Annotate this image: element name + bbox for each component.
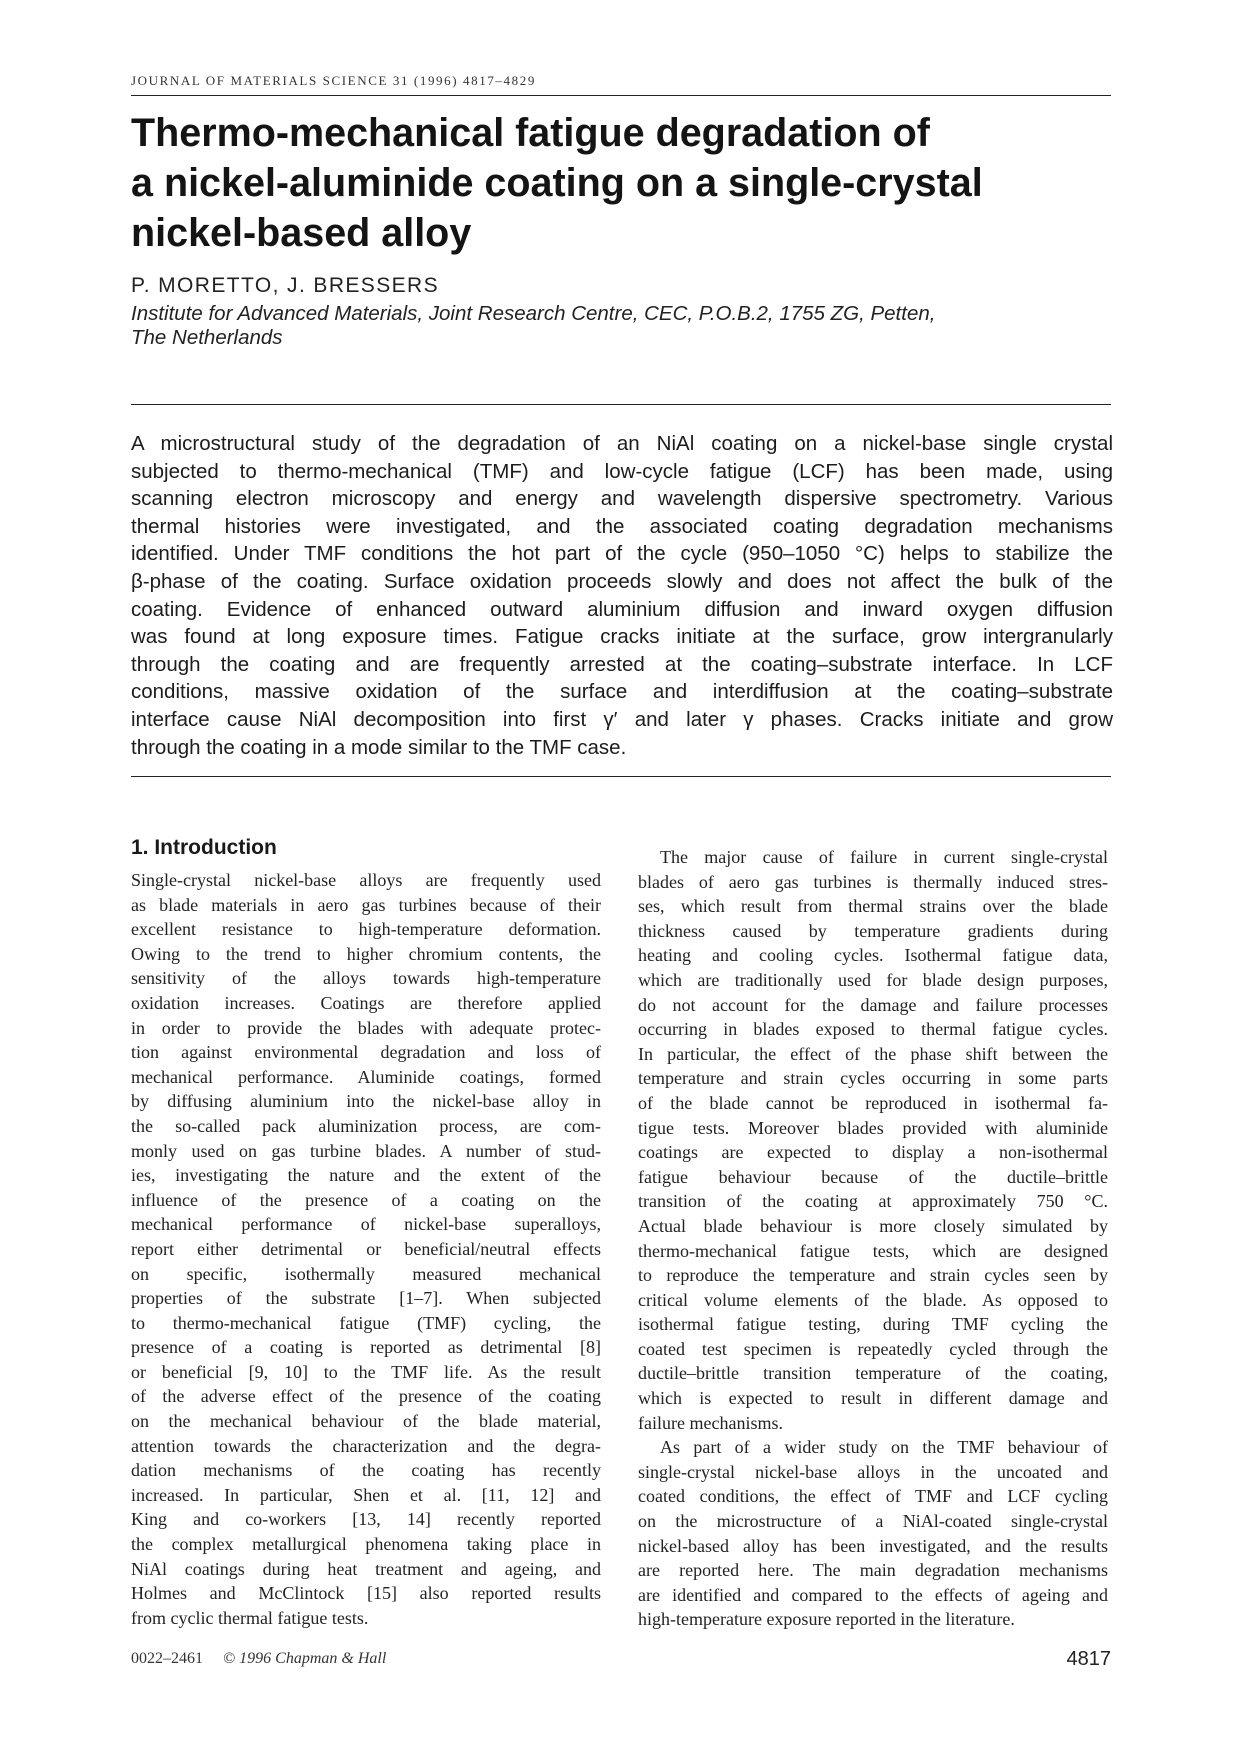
body-text-line: Actual blade behaviour is more closely simulated by (638, 1215, 1108, 1236)
body-text-line: to reproduce the temperature and strain cycles seen by (638, 1265, 1108, 1286)
body-text-line: coated test specimen is repeatedly cycled through the (638, 1338, 1108, 1359)
title-line: Thermo-mechanical fatigue degradation of (131, 111, 930, 155)
body-text-line: ies, investigating the nature and the extent of the (131, 1165, 601, 1186)
body-text-line: report either detrimental or beneficial/neutral effects (131, 1238, 601, 1259)
body-text-line: of the blade cannot be reproduced in isothermal fa- (638, 1092, 1108, 1113)
paper-title (131, 108, 1111, 258)
header-rule (131, 95, 1111, 96)
body-text-line: temperature and strain cycles occurring in some parts (638, 1068, 1108, 1089)
body-text-line: ductile–brittle transition temperature of the coating, (638, 1363, 1108, 1384)
body-text-line: the complex metallurgical phenomena taking place in (131, 1534, 601, 1555)
body-text-line: King and co-workers [13, 14] recently reported (131, 1509, 601, 1530)
affiliation-line: The Netherlands (131, 326, 283, 349)
body-text-line: are reported here. The main degradation mechanisms (638, 1560, 1108, 1581)
body-text-line: Single-crystal nickel-base alloys are frequently used (131, 870, 601, 890)
body-text-line: single-crystal nickel-base alloys in the uncoated and (638, 1461, 1108, 1482)
body-text-line: which is expected to result in different damage and (638, 1388, 1108, 1409)
body-text-line: nickel-based alloy has been investigated, and the results (638, 1535, 1108, 1556)
body-text-line: critical volume elements of the blade. As opposed to (638, 1289, 1108, 1310)
right-column (638, 845, 1108, 1632)
body-text-line: by diffusing aluminium into the nickel-base alloy in (131, 1091, 601, 1112)
body-text-line: dation mechanisms of the coating has recently (131, 1460, 601, 1481)
left-column (131, 868, 601, 1630)
body-text-line: tion against environmental degradation and loss of (131, 1042, 601, 1063)
body-text-line: sensitivity of the alloys towards high-temperature (131, 968, 601, 989)
body-text-line: on the mechanical behaviour of the blade material, (131, 1411, 601, 1432)
body-text-line: from cyclic thermal fatigue tests. (131, 1607, 369, 1628)
body-text-line: or beneficial [9, 10] to the TMF life. As the result (131, 1361, 601, 1382)
body-text-line: do not account for the damage and failure processes (638, 994, 1108, 1015)
body-text-line: the so-called pack aluminization process, are com- (131, 1115, 601, 1136)
body-text-line: coated conditions, the effect of TMF and LCF cycling (638, 1486, 1108, 1507)
body-text-line: As part of a wider study on the TMF behaviour of (660, 1437, 1108, 1458)
body-text-line: monly used on gas turbine blades. A number of stud- (131, 1140, 601, 1161)
footer-copyright (131, 1650, 386, 1668)
body-text-line: thermo-mechanical fatigue tests, which are designed (638, 1240, 1108, 1261)
body-text-line: as blade materials in aero gas turbines because of their (131, 894, 601, 915)
body-text-line: coatings are expected to display a non-isothermal (638, 1142, 1108, 1163)
body-text-line: properties of the substrate [1–7]. When subjected (131, 1288, 601, 1309)
abstract (131, 430, 1113, 761)
copyright-notice: © 1996 Chapman & Hall (223, 1650, 387, 1667)
body-text-line: mechanical performance of nickel-base superalloys, (131, 1214, 601, 1235)
title-line: a nickel-aluminide coating on a single-crystal (131, 161, 983, 205)
affiliation (131, 302, 1111, 350)
abstract-line: coating. Evidence of enhanced outward aluminium diffusion and inward oxygen diffusion (131, 597, 1113, 621)
body-text-line: oxidation increases. Coatings are therefore applied (131, 992, 601, 1013)
affiliation-line: Institute for Advanced Materials, Joint Research Centre, CEC, P.O.B.2, 1755 ZG, Petten, (131, 302, 936, 325)
abstract-top-rule (131, 404, 1111, 405)
body-text-line: excellent resistance to high-temperature deformation. (131, 919, 601, 940)
body-text-line: tigue tests. Moreover blades provided with aluminide (638, 1117, 1108, 1138)
issn: 0022–2461 (131, 1650, 203, 1667)
journal-header: JOURNAL OF MATERIALS SCIENCE 31 (1996) 4817–4829 (131, 73, 536, 88)
abstract-line: subjected to thermo-mechanical (TMF) and low-cycle fatigue (LCF) has been made, using (131, 459, 1113, 483)
body-text-line: Owing to the trend to higher chromium contents, the (131, 943, 601, 964)
body-text-line: presence of a coating is reported as detrimental [8] (131, 1337, 601, 1358)
abstract-line: conditions, massive oxidation of the surface and interdiffusion at the coating–substrate (131, 680, 1113, 704)
body-text-line: attention towards the characterization and the degra- (131, 1435, 601, 1456)
section-heading-introduction: 1. Introduction (131, 836, 277, 859)
body-text-line: of the adverse effect of the presence of the coating (131, 1386, 601, 1407)
body-text-line: isothermal fatigue testing, during TMF cycling the (638, 1314, 1108, 1335)
abstract-line: A microstructural study of the degradation of an NiAl coating on a nickel-base single crystal (131, 432, 1113, 455)
body-text-line: heating and cooling cycles. Isothermal fatigue data, (638, 945, 1108, 966)
body-text-line: transition of the coating at approximately 750 °C. (638, 1191, 1108, 1212)
body-text-line: increased. In particular, Shen et al. [11, 12] and (131, 1484, 601, 1505)
body-text-line: are identified and compared to the effects of ageing and (638, 1584, 1108, 1605)
body-text-line: to thermo-mechanical fatigue (TMF) cycling, the (131, 1312, 601, 1333)
abstract-bottom-rule (131, 776, 1111, 777)
body-text-line: which are traditionally used for blade design purposes, (638, 969, 1108, 990)
body-text-line: high-temperature exposure reported in the literature. (638, 1609, 1015, 1630)
body-text-line: on specific, isothermally measured mechanical (131, 1263, 601, 1284)
body-text-line: The major cause of failure in current single-crystal (660, 847, 1108, 867)
body-text-line: ses, which result from thermal strains over the blade (638, 896, 1108, 917)
page-number: 4817 (1066, 1648, 1111, 1670)
body-text-line: in order to provide the blades with adequate protec- (131, 1017, 601, 1038)
body-text-line: blades of aero gas turbines is thermally induced stres- (638, 871, 1108, 892)
abstract-line: thermal histories were investigated, and the associated coating degradation mechanisms (131, 514, 1113, 538)
abstract-line: through the coating in a mode similar to the TMF case. (131, 735, 627, 759)
body-text-line: thickness caused by temperature gradients during (638, 920, 1108, 941)
body-text-line: mechanical performance. Aluminide coatings, formed (131, 1066, 601, 1087)
abstract-line: β-phase of the coating. Surface oxidation proceeds slowly and does not affect the bulk of the (131, 569, 1113, 593)
body-text-line: influence of the presence of a coating on the (131, 1189, 601, 1210)
body-text-line: NiAl coatings during heat treatment and ageing, and (131, 1558, 601, 1579)
abstract-line: was found at long exposure times. Fatigue cracks initiate at the surface, grow intergranularly (131, 625, 1113, 649)
body-text-line: on the microstructure of a NiAl-coated single-crystal (638, 1511, 1108, 1532)
authors: P. MORETTO, J. BRESSERS (131, 274, 439, 297)
body-text-line: fatigue behaviour because of the ductile–brittle (638, 1166, 1108, 1187)
abstract-line: identified. Under TMF conditions the hot part of the cycle (950–1050 °C) helps to stabilize the (131, 542, 1113, 566)
abstract-line: through the coating and are frequently arrested at the coating–substrate interface. In LCF (131, 652, 1113, 676)
body-text-line: occurring in blades exposed to thermal fatigue cycles. (638, 1019, 1108, 1040)
abstract-line: interface cause NiAl decomposition into first γ′ and later γ phases. Cracks initiate and grow (131, 707, 1113, 731)
body-text-line: Holmes and McClintock [15] also reported results (131, 1583, 601, 1604)
body-text-line: In particular, the effect of the phase shift between the (638, 1043, 1108, 1064)
abstract-line: scanning electron microscopy and energy and wavelength dispersive spectrometry. Various (131, 487, 1113, 511)
body-text-line: failure mechanisms. (638, 1412, 783, 1433)
title-line: nickel-based alloy (131, 211, 472, 255)
